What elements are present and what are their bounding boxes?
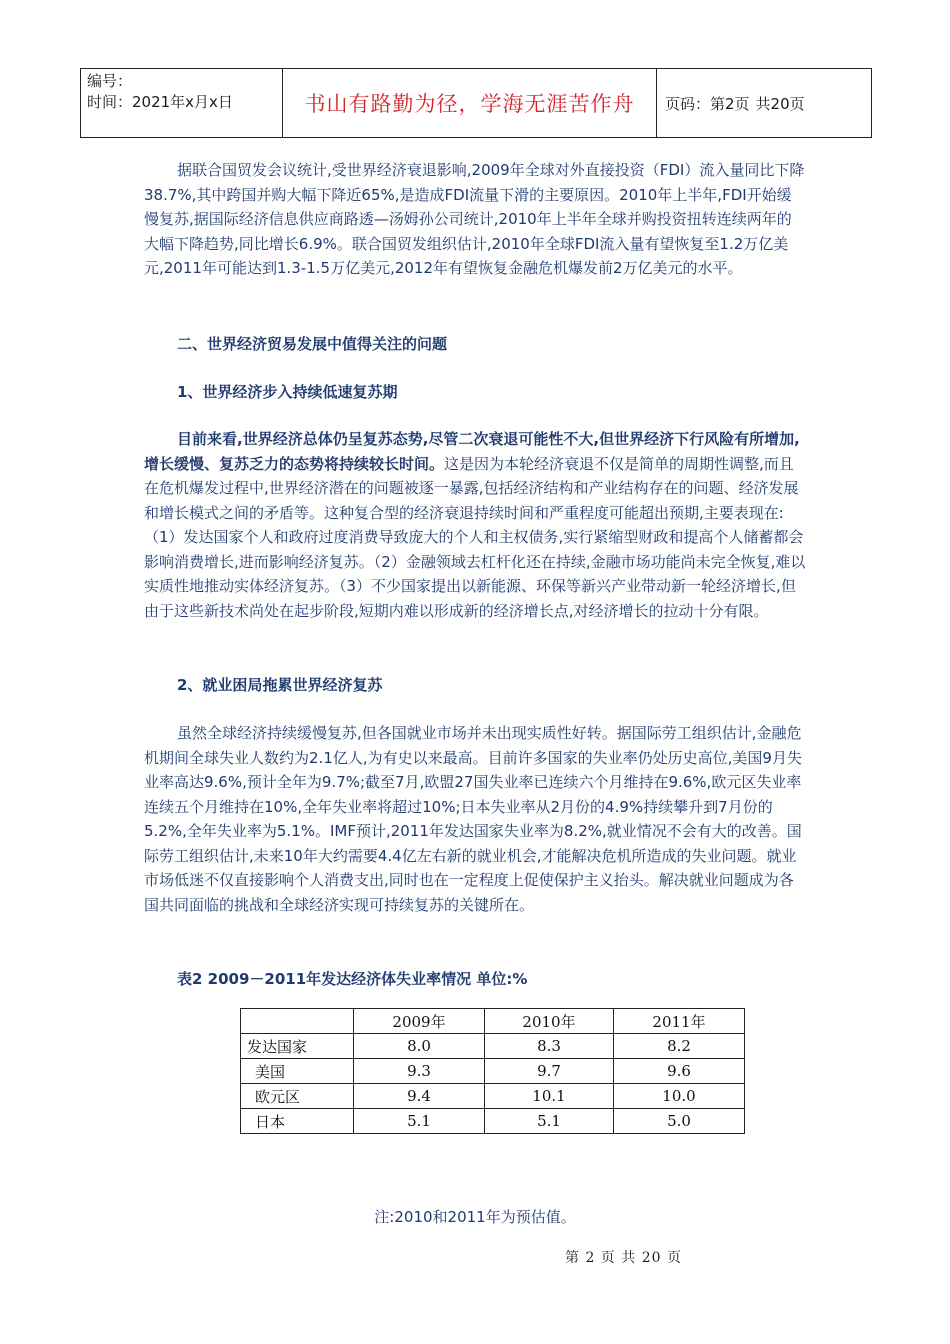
table-row <box>241 1059 745 1084</box>
table-header-row <box>241 1009 745 1034</box>
table-cell: 日本 <box>241 1109 354 1134</box>
paragraph-recovery-bold: 目前来看,世界经济总体仍呈复苏态势,尽管二次衰退可能性不大,但世界经济下行风险有所增加,增长缓慢、复苏乏力的态势将持续较长时间。 <box>144 430 800 473</box>
header-motto: 书山有路勤为径，学海无涯苦作舟 <box>283 69 657 137</box>
table-cell: 美国 <box>241 1059 354 1084</box>
table-title: 表2 2009－2011年发达经济体失业率情况 单位:% <box>177 970 528 988</box>
subheading-2: 2、就业困局拖累世界经济复苏 <box>177 676 383 694</box>
table-cell: 5.0 <box>614 1109 745 1134</box>
header-page <box>657 69 871 137</box>
table-header-cell: 2011年 <box>614 1009 745 1034</box>
paragraph-recovery-text <box>144 427 806 623</box>
table-header-cell: 2010年 <box>485 1009 614 1034</box>
section-heading: 二、世界经济贸易发展中值得关注的问题 <box>177 335 448 353</box>
table-row <box>241 1109 745 1134</box>
table-cell: 9.4 <box>354 1084 485 1109</box>
table-header-cell <box>241 1009 354 1034</box>
table-note: 注:2010和2011年为预估值。 <box>374 1208 576 1226</box>
table-cell: 8.0 <box>354 1034 485 1059</box>
paragraph-employment-text: 虽然全球经济持续缓慢复苏,但各国就业市场并未出现实质性好转。据国际劳工组织估计,金融危机期间全球失业人数约为2.1亿人,为有史以来最高。目前许多国家的失业率仍处历史高位,美国9月失业率高达9.6%,预计全年为9.7%;截至7月,欧盟27国失业率已连续六个月维持在9.6%,欧元区失业率连续五个月维持在10%,全年失业率将超过10%;日本失业率从2月份的4.9%持续攀升到7月份的5.2%,全年失业率为5.1%。IMF预计,2011年发达国家失业率为8.2%,就业情况不会有大的改善。国际劳工组织估计,未来10年大约需要4.4亿左右新的就业机会,才能解决危机所造成的失业问题。就业市场低迷不仅直接影响个人消费支出,同时也在一定程度上促使保护主义抬头。解决就业问题成为各国共同面临的挑战和全球经济实现可持续复苏的关键所在。 <box>144 724 802 914</box>
table-cell: 5.1 <box>485 1109 614 1134</box>
table-cell: 5.1 <box>354 1109 485 1134</box>
unemployment-table <box>240 1008 745 1134</box>
paragraph-employment <box>144 721 806 917</box>
table-cell: 欧元区 <box>241 1084 354 1109</box>
paragraph-fdi-text: 据联合国贸发会议统计,受世界经济衰退影响,2009年全球对外直接投资（FDI）流入量同比下降38.7%,其中跨国并购大幅下降近65%,是造成FDI流量下滑的主要原因。2010年上半年,FDI开始缓慢复苏,据国际经济信息供应商路透—汤姆孙公司统计,2010年上半年全球并购投资扭转连续两年的大幅下降趋势,同比增长6.9%。联合国贸发组织估计,2010年全球FDI流入量有望恢复至1.2万亿美元,2011年可能达到1.3-1.5万亿美元,2012年有望恢复金融危机爆发前2万亿美元的水平。 <box>144 161 805 277</box>
page-header <box>80 68 872 138</box>
table-cell: 10.1 <box>485 1084 614 1109</box>
table-row <box>241 1084 745 1109</box>
table-cell: 发达国家 <box>241 1034 354 1059</box>
header-time: 时间：2021年x月x日 <box>87 93 233 111</box>
table-cell: 8.3 <box>485 1034 614 1059</box>
paragraph-fdi <box>144 158 806 281</box>
paragraph-recovery <box>144 427 806 623</box>
paragraph-recovery-rest: 这是因为本轮经济衰退不仅是简单的周期性调整,而且在危机爆发过程中,世界经济潜在的问题被逐一暴露,包括经济结构和产业结构存在的问题、经济发展和增长模式之间的矛盾等。这种复合型的经济衰退持续时间和严重程度可能超出预期,主要表现在:（1）发达国家个人和政府过度消费导致庞大的个人和主权债务,实行紧缩型财政和提高个人储蓄都会影响消费增长,进而影响经济复苏。（2）金融领域去杠杆化还在持续,金融市场功能尚未完全恢复,难以实质性地推动实体经济复苏。（3）不少国家提出以新能源、环保等新兴产业带动新一轮经济增长,但由于这些新技术尚处在起步阶段,短期内难以形成新的经济增长点,对经济增长的拉动十分有限。 <box>144 454 806 620</box>
table-cell: 10.0 <box>614 1084 745 1109</box>
table-cell: 9.3 <box>354 1059 485 1084</box>
header-number: 编号： <box>87 72 133 90</box>
page-footer: 第 2 页 共 20 页 <box>565 1250 682 1266</box>
header-page-total: 共20页 <box>755 94 805 113</box>
subheading-1: 1、世界经济步入持续低速复苏期 <box>177 383 398 401</box>
table-cell: 9.6 <box>614 1059 745 1084</box>
header-page-number: 页码：第2页 <box>665 94 750 113</box>
table-row <box>241 1034 745 1059</box>
header-meta <box>81 69 283 137</box>
table-cell: 8.2 <box>614 1034 745 1059</box>
table-cell: 9.7 <box>485 1059 614 1084</box>
table-header-cell: 2009年 <box>354 1009 485 1034</box>
